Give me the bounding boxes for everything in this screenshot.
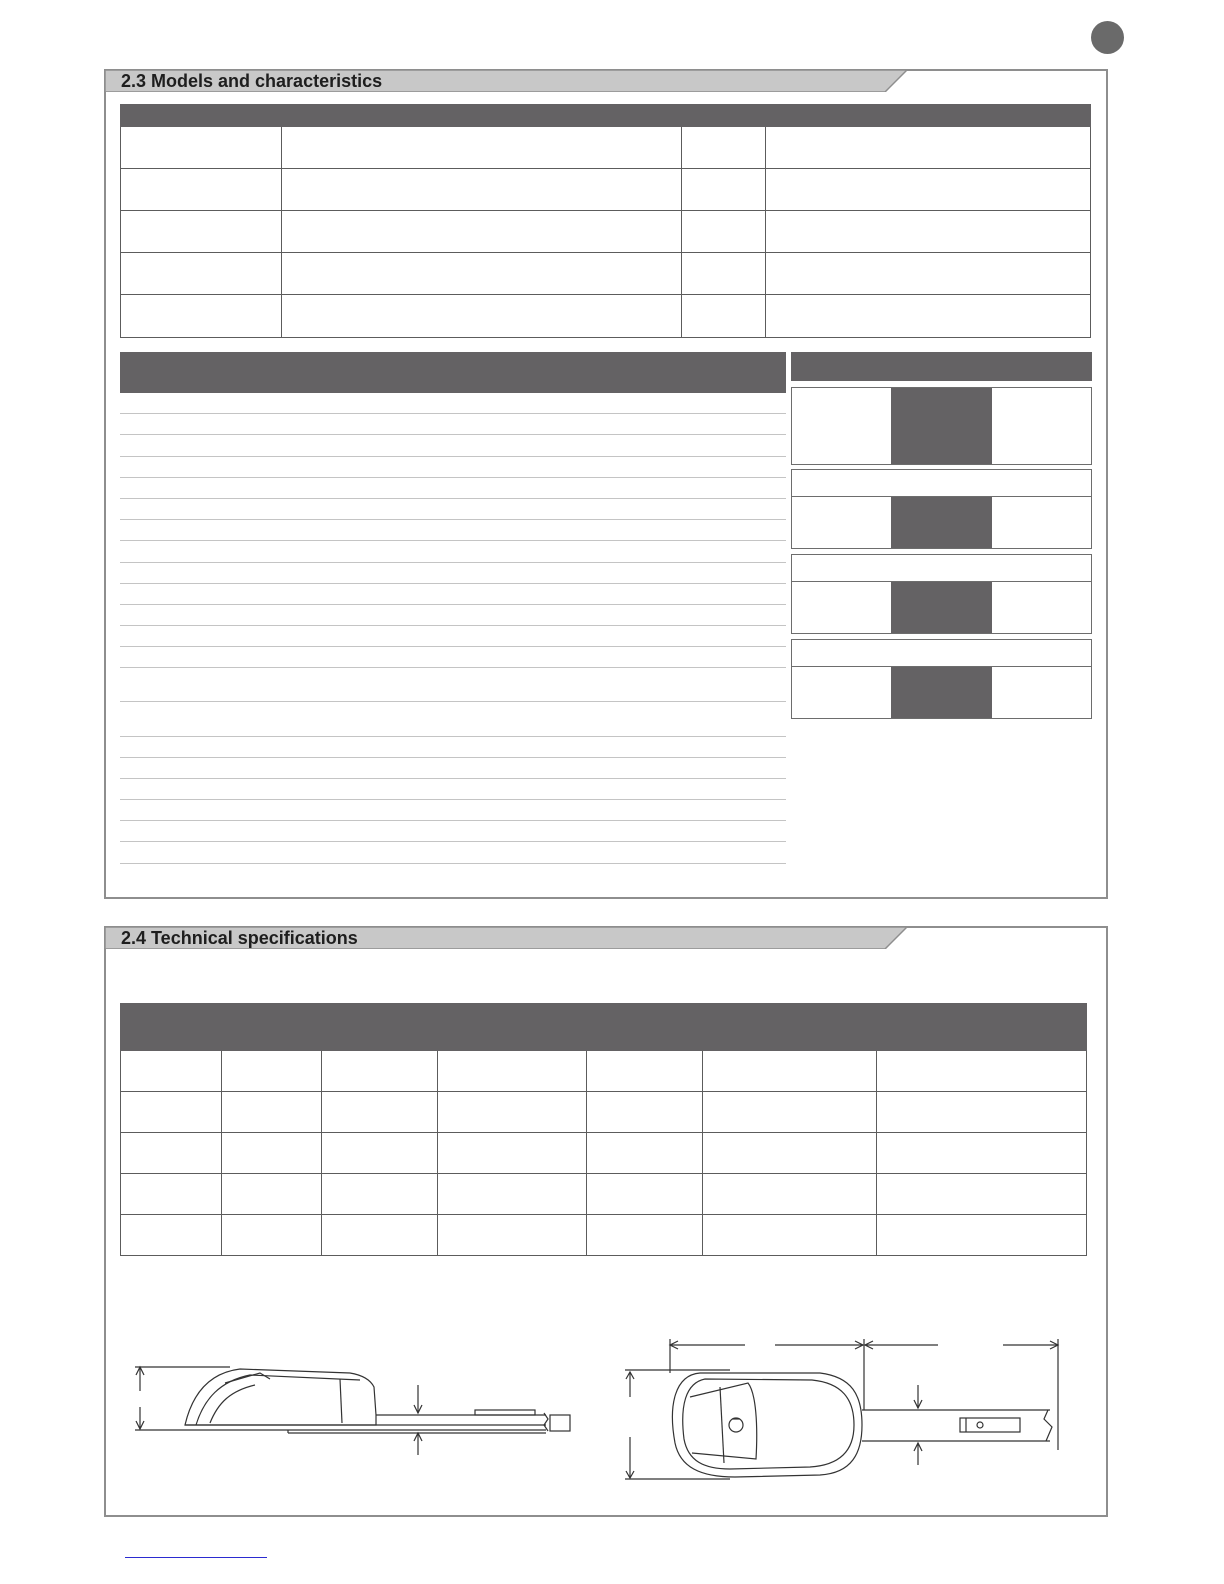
- models-table-col-divider: [281, 127, 282, 337]
- specs-table-col-divider: [437, 1051, 438, 1255]
- specs-table-row-divider: [121, 1173, 1087, 1174]
- models-table-row-divider: [121, 168, 1091, 169]
- specs-table-col-divider: [876, 1051, 877, 1255]
- list-row-line: [120, 841, 786, 842]
- list-row-line: [120, 799, 786, 800]
- list-row-line: [120, 701, 786, 702]
- models-table-row-divider: [121, 294, 1091, 295]
- list-row-line: [120, 540, 786, 541]
- specs-table-col-divider: [321, 1051, 322, 1255]
- list-row-line: [120, 863, 786, 864]
- side-panel-block: [791, 496, 1092, 549]
- models-table-row-divider: [121, 210, 1091, 211]
- list-row-line: [120, 562, 786, 563]
- list-row-line: [120, 456, 786, 457]
- side-panel-header: [791, 352, 1092, 381]
- side-panel-block: [791, 666, 1092, 719]
- list-row-line: [120, 820, 786, 821]
- side-panel-block: [791, 581, 1092, 634]
- list-row-line: [120, 625, 786, 626]
- models-table: [120, 127, 1091, 338]
- side-panel-highlight: [891, 497, 992, 548]
- side-panel-highlight: [891, 667, 992, 718]
- specs-table-col-divider: [702, 1051, 703, 1255]
- characteristics-list: [120, 393, 786, 868]
- list-row-line: [120, 667, 786, 668]
- side-panel-highlight: [891, 388, 992, 464]
- list-row-line: [120, 646, 786, 647]
- characteristics-header: [120, 352, 786, 393]
- list-row-line: [120, 757, 786, 758]
- side-panel-block: [791, 387, 1092, 465]
- models-table-row-divider: [121, 252, 1091, 253]
- list-row-line: [120, 583, 786, 584]
- specs-table-col-divider: [221, 1051, 222, 1255]
- list-row-line: [120, 498, 786, 499]
- list-row-line: [120, 413, 786, 414]
- models-section-title: 2.3 Models and characteristics: [121, 71, 383, 91]
- specs-table-row-divider: [121, 1214, 1087, 1215]
- side-panel-caption: [791, 469, 1092, 497]
- side-view-drawing: [130, 1355, 580, 1465]
- list-row-line: [120, 519, 786, 520]
- list-row-line: [120, 778, 786, 779]
- specs-table-col-divider: [586, 1051, 587, 1255]
- page-number-badge: [1091, 21, 1124, 54]
- side-panel-caption: [791, 639, 1092, 667]
- side-panel-highlight: [891, 582, 992, 633]
- list-row-line: [120, 604, 786, 605]
- models-table-header: [120, 104, 1091, 127]
- models-table-col-divider: [681, 127, 682, 337]
- list-row-line: [120, 434, 786, 435]
- list-row-line: [120, 736, 786, 737]
- list-row-line: [120, 477, 786, 478]
- specs-table-header: [120, 1003, 1087, 1051]
- specs-section-tab: [105, 927, 907, 949]
- side-panel-caption: [791, 554, 1092, 582]
- specs-table: [120, 1051, 1087, 1256]
- models-table-col-divider: [765, 127, 766, 337]
- footer-link-underline[interactable]: [125, 1557, 267, 1558]
- top-view-drawing: [620, 1335, 1070, 1485]
- specs-table-row-divider: [121, 1132, 1087, 1133]
- specs-section-title: 2.4 Technical specifications: [121, 928, 358, 948]
- models-section-tab: [105, 70, 907, 92]
- specs-table-row-divider: [121, 1091, 1087, 1092]
